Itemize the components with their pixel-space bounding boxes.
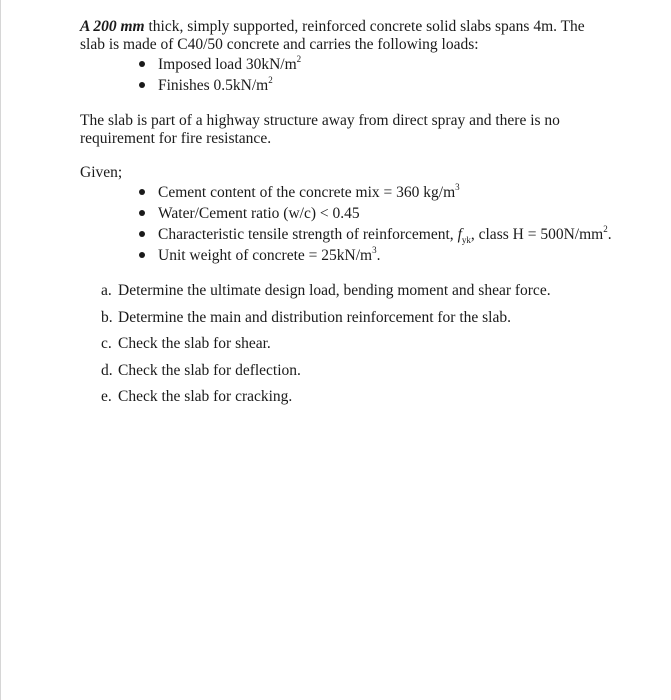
list-item xyxy=(80,182,640,203)
list-item xyxy=(80,245,640,266)
list-item xyxy=(80,224,640,245)
loads-list xyxy=(80,54,640,96)
unit-exponent: 2 xyxy=(603,223,608,234)
imposed-load-text: Imposed load 30kN/m xyxy=(158,56,297,73)
bullet-icon xyxy=(139,189,145,195)
unit-weight-text: Unit weight of concrete = 25kN/m xyxy=(158,247,373,264)
task-text: Determine the ultimate design load, bending moment and shear force. xyxy=(118,282,551,299)
bullet-icon xyxy=(139,210,145,216)
finishes-load-text: Finishes 0.5kN/m xyxy=(158,77,269,94)
intro-paragraph xyxy=(80,18,640,54)
given-heading: Given; xyxy=(80,164,123,181)
list-item xyxy=(80,203,640,224)
task-marker: c. xyxy=(101,335,112,352)
task-text: Check the slab for shear. xyxy=(118,335,271,352)
exposure-paragraph xyxy=(80,112,640,148)
fyk-symbol: f xyxy=(457,226,462,243)
page-edge-divider xyxy=(0,0,1,700)
list-item xyxy=(80,331,640,358)
unit-exponent: 3 xyxy=(372,244,377,255)
tasks-list xyxy=(80,278,640,411)
list-item xyxy=(80,305,640,332)
intro-line-2: slab is made of C40/50 concrete and carries the following loads: xyxy=(80,36,479,53)
list-item xyxy=(80,54,640,75)
bullet-icon xyxy=(139,61,145,67)
exposure-line-1: The slab is part of a highway structure away from direct spray and there is no xyxy=(80,112,560,129)
exposure-line-2: requirement for fire resistance. xyxy=(80,130,272,147)
bullet-icon xyxy=(139,231,145,237)
wc-ratio-text: Water/Cement ratio (w/c) < 0.45 xyxy=(158,205,360,222)
given-list xyxy=(80,182,640,266)
tensile-strength-prefix: Characteristic tensile strength of reinforcement, xyxy=(158,226,458,243)
task-marker: a. xyxy=(101,282,112,299)
tensile-strength-class: , class H = 500N/mm xyxy=(470,226,604,243)
cement-content-text: Cement content of the concrete mix = 360 kg/m xyxy=(158,184,456,201)
unit-exponent: 2 xyxy=(268,74,273,85)
fyk-subscript: yk xyxy=(461,235,471,246)
list-item xyxy=(80,75,640,96)
list-item xyxy=(80,384,640,411)
unit-exponent: 2 xyxy=(296,53,302,64)
task-marker: b. xyxy=(101,308,113,326)
task-text: Check the slab for cracking. xyxy=(118,388,293,405)
list-item xyxy=(80,278,640,305)
list-item xyxy=(80,358,640,385)
problem-document xyxy=(80,18,640,411)
tensile-strength-suffix: . xyxy=(607,226,612,243)
task-marker: e. xyxy=(101,388,112,405)
slab-thickness-emphasis: A 200 mm xyxy=(80,18,145,35)
unit-weight-suffix: . xyxy=(376,247,381,264)
unit-exponent: 3 xyxy=(455,181,460,192)
intro-line-1: thick, simply supported, reinforced concrete solid slabs spans 4m. The xyxy=(144,18,585,35)
bullet-icon xyxy=(139,252,145,258)
task-text: Check the slab for deflection. xyxy=(118,361,301,379)
task-text: Determine the main and distribution reinforcement for the slab. xyxy=(118,308,511,326)
task-marker: d. xyxy=(101,361,113,379)
bullet-icon xyxy=(139,82,145,88)
